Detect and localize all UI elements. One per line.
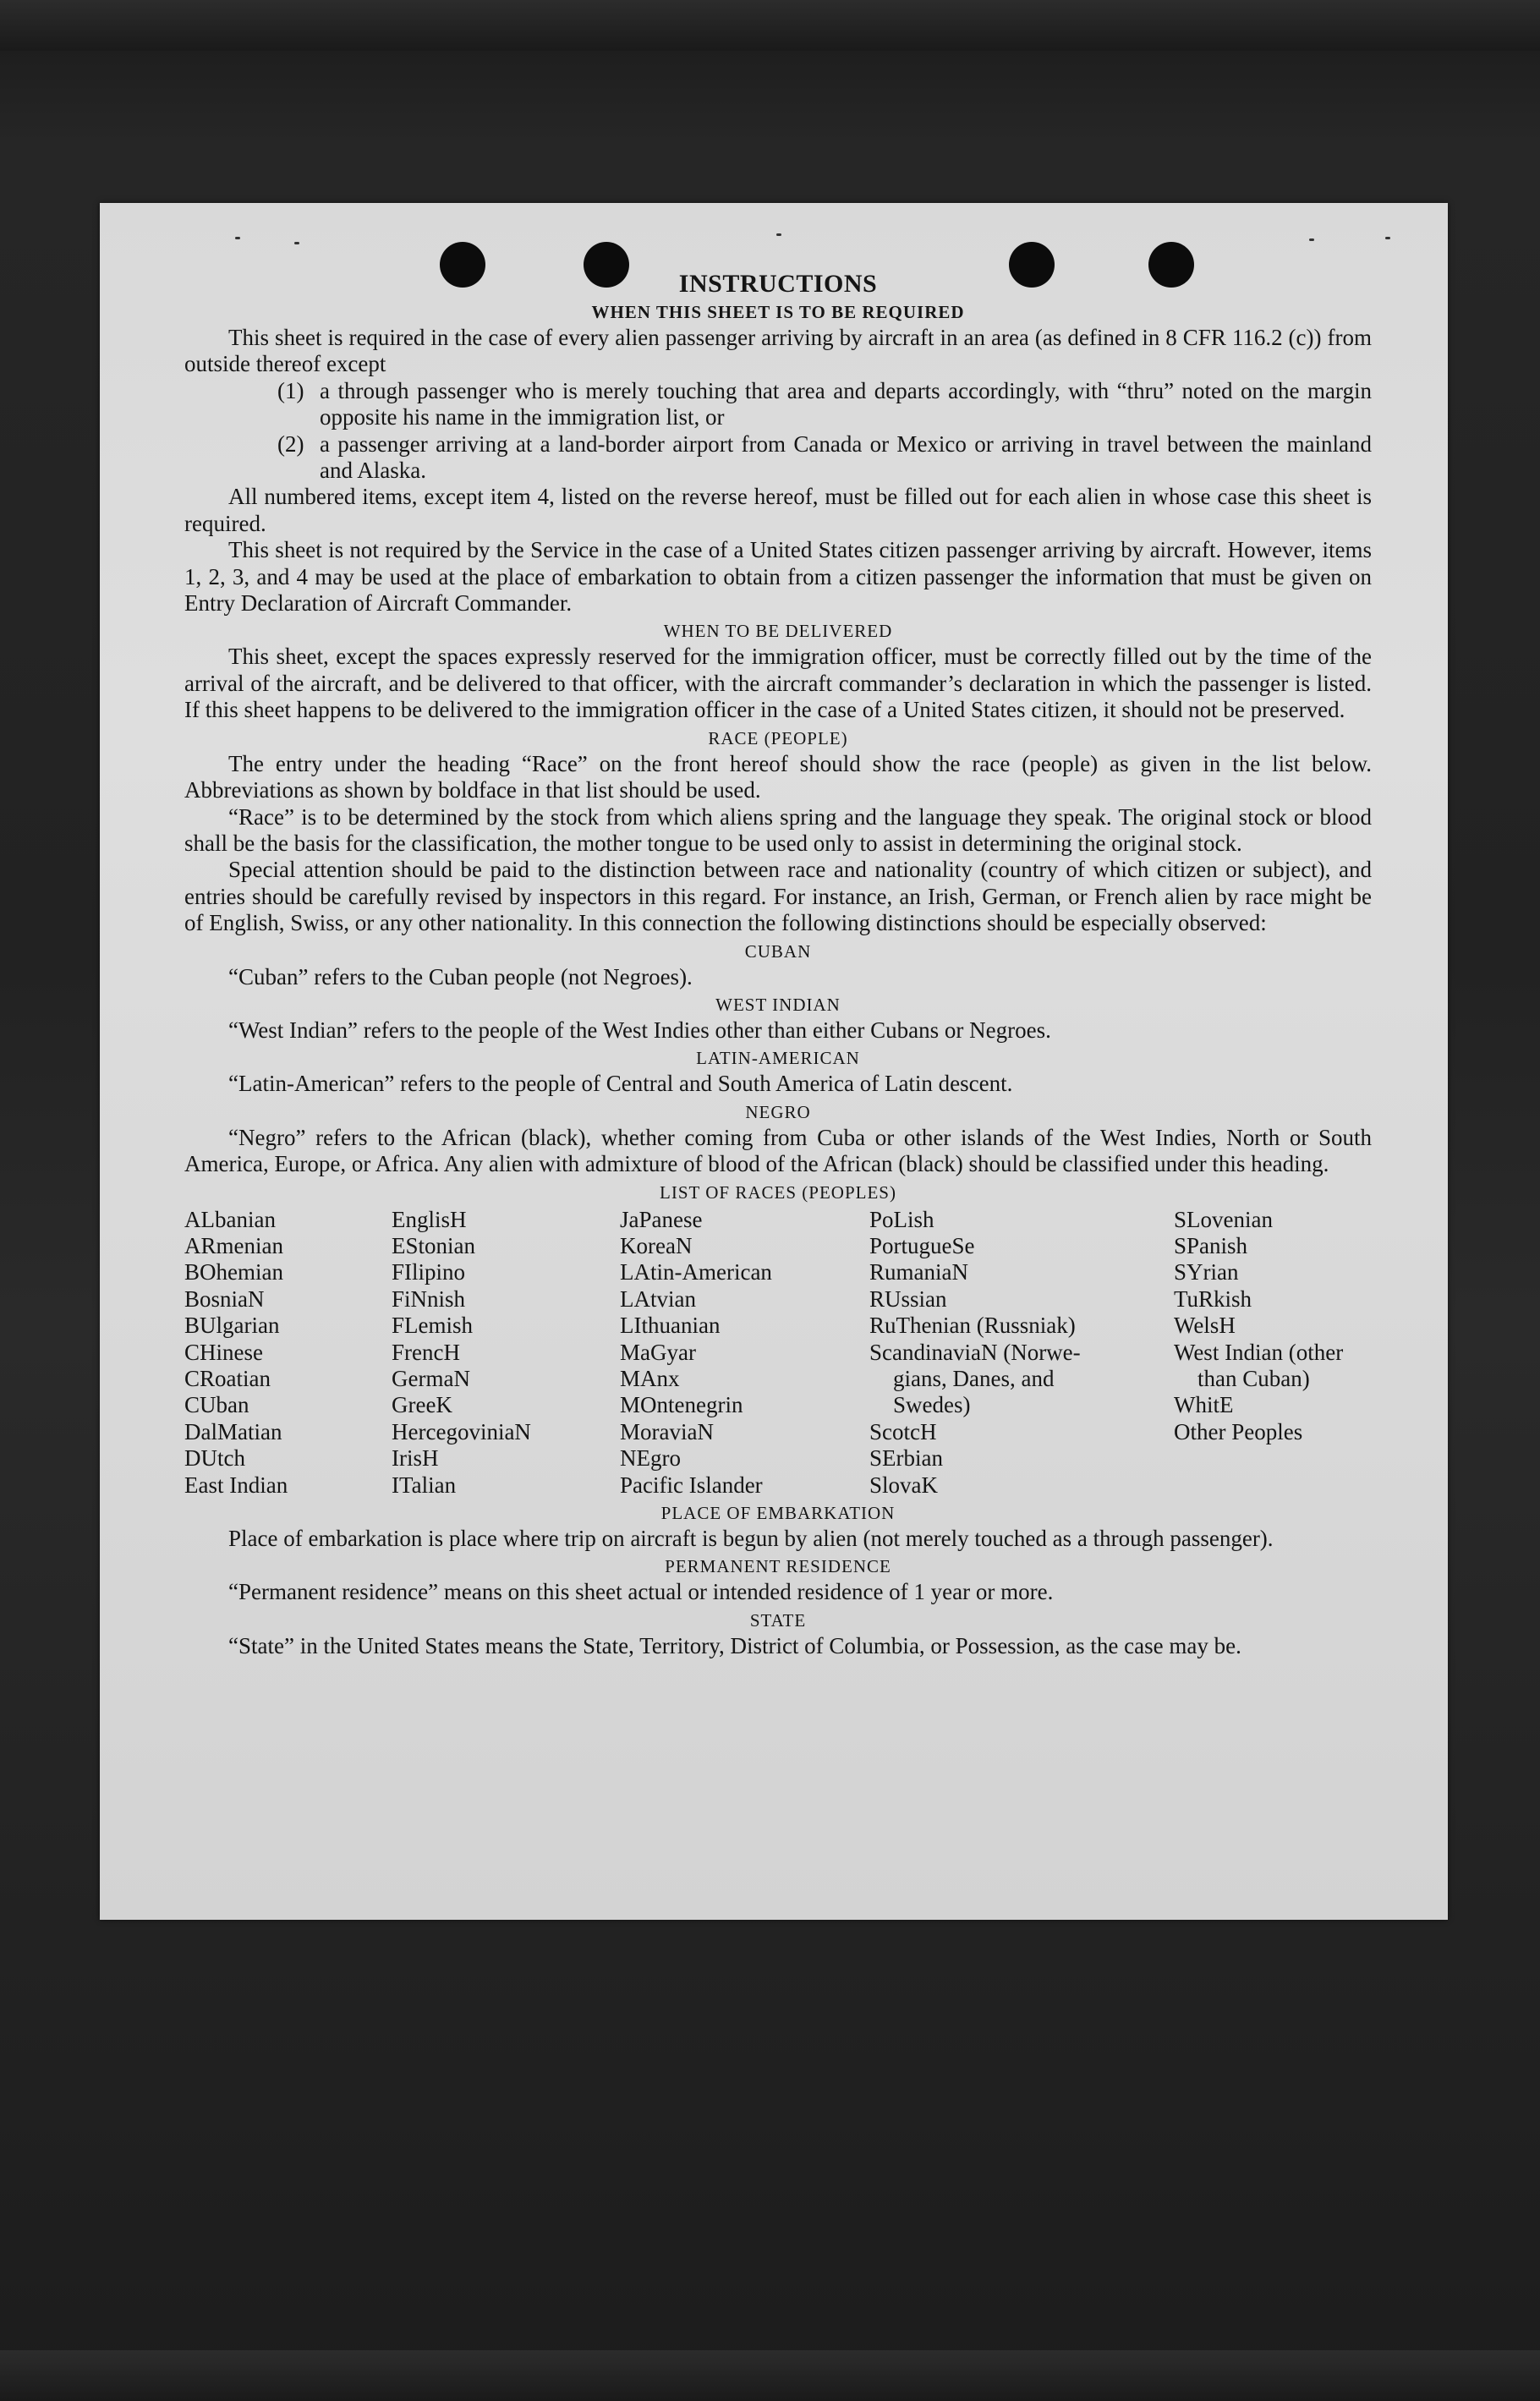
page-title: INSTRUCTIONS (678, 270, 878, 298)
race-entry: HercegoviniaN (392, 1418, 531, 1444)
races-column-4 (869, 1207, 1174, 1499)
race-entry: ITalian (392, 1472, 457, 1498)
document-sheet (100, 203, 1448, 1920)
exception-item-2 (184, 431, 1372, 485)
section-heading-delivered: WHEN TO BE DELIVERED (663, 621, 893, 642)
race-paragraph-1: The entry under the heading “Race” on the front hereof should show the race (people) as given in the list below. Abbreviations as shown by boldface in that list should be used. (184, 750, 1372, 803)
required-paragraph-1: This sheet is required in the case of every alien passenger arriving by aircraft in an area (as defined in 8 CFR 116.2 (c)) from outside thereof except (184, 325, 1372, 377)
race-entry: KoreaN (620, 1232, 693, 1258)
race-entry: GreeK (392, 1392, 452, 1418)
section-heading-required: WHEN THIS SHEET IS TO BE REQUIRED (591, 302, 965, 322)
race-entry: EStonian (392, 1232, 475, 1258)
dust-speck (294, 242, 299, 244)
race-entry: WhitE (1174, 1392, 1234, 1418)
exception-number: (1) (277, 377, 304, 403)
cuban-definition: “Cuban” refers to the Cuban people (not Negroes). (228, 963, 693, 989)
race-entry: FIlipino (392, 1259, 466, 1285)
race-entry: EnglisH (392, 1206, 467, 1232)
film-strip-top (0, 0, 1540, 51)
race-entry: WelsH (1174, 1313, 1236, 1339)
race-entry: ScotcH (869, 1418, 937, 1444)
embarkation-definition: Place of embarkation is place where trip on aircraft is begun by alien (not merely touched as a through passenger). (228, 1526, 1274, 1552)
dust-speck (1385, 237, 1390, 239)
race-entry: IrisH (392, 1445, 439, 1472)
race-entry: JaPanese (620, 1206, 703, 1232)
section-heading-west-indian: WEST INDIAN (715, 994, 841, 1015)
required-paragraph-2: All numbered items, except item 4, listed on the reverse hereof, must be filled out for each alien in whose case this sheet is required. (184, 484, 1372, 536)
section-heading-race: RACE (PEOPLE) (708, 727, 848, 748)
race-entry: DalMatian (184, 1418, 282, 1444)
race-entry: MAnx (620, 1366, 680, 1391)
dust-speck (776, 233, 781, 236)
delivered-paragraph: This sheet, except the spaces expressly reserved for the immigration officer, must be correctly filled out by the time of the arrival of the aircraft, and be delivered to that officer, with the aircraft commander’s declaration in which the passenger is listed. If this sheet happens to be delivered to the immigration officer in the case of a United States citizen, it should not be preserved. (184, 644, 1372, 723)
section-heading-latin-american: LATIN-AMERICAN (696, 1048, 860, 1069)
section-heading-embarkation: PLACE OF EMBARKATION (660, 1503, 896, 1524)
race-entry: RumaniaN (869, 1259, 968, 1285)
race-paragraph-2: “Race” is to be determined by the stock from which aliens spring and the language they speak. The original stock or blood shall be the basis for the classification, the mother tongue to be used only to assist in determining the original stock. (184, 803, 1372, 856)
race-entry: TuRkish (1174, 1285, 1252, 1312)
race-entry: PortugueSe (869, 1232, 975, 1258)
race-entry: RUssian (869, 1285, 947, 1312)
race-entry: West Indian (other (1174, 1339, 1344, 1365)
race-entry: CUban (184, 1392, 249, 1418)
race-entry: MoraviaN (620, 1418, 714, 1444)
race-entry: Other Peoples (1174, 1418, 1303, 1444)
race-entry: RuThenian (Russniak) (869, 1313, 1076, 1339)
exception-text: a passenger arriving at a land-border airport from Canada or Mexico or arriving in travel between the mainland and Alaska. (320, 430, 1372, 484)
section-heading-state: STATE (749, 1609, 807, 1631)
race-entry: ScandinaviaN (Norwe- (869, 1339, 1081, 1365)
race-entry: MOntenegrin (620, 1392, 743, 1418)
race-entry: CRoatian (184, 1366, 271, 1391)
residence-definition: “Permanent residence” means on this sheet actual or intended residence of 1 year or more. (228, 1579, 1054, 1605)
race-entry: PoLish (869, 1206, 934, 1232)
exception-text: a through passenger who is merely touching that area and departs accordingly, with “thru” noted on the margin opposite his name in the immigration list, or (320, 377, 1372, 430)
race-entry: SPanish (1174, 1232, 1248, 1258)
races-column-3 (620, 1207, 869, 1499)
latin-american-definition: “Latin-American” refers to the people of Central and South America of Latin descent. (228, 1071, 1013, 1097)
race-entry-continued: than Cuban) (1197, 1366, 1310, 1391)
races-column-5 (1174, 1207, 1372, 1499)
race-entry: FrencH (392, 1339, 460, 1365)
race-entry-continued: gians, Danes, and (893, 1366, 1055, 1391)
race-entry: BosniaN (184, 1285, 265, 1312)
race-entry: MaGyar (620, 1339, 696, 1365)
race-entry: ARmenian (184, 1232, 283, 1258)
race-entry: BOhemian (184, 1259, 283, 1285)
race-entry: LIthuanian (620, 1313, 721, 1339)
race-entry: GermaN (392, 1366, 470, 1391)
race-entry: DUtch (184, 1445, 245, 1472)
race-entry: East Indian (184, 1472, 288, 1498)
races-list (184, 1207, 1372, 1499)
race-paragraph-3: Special attention should be paid to the distinction between race and nationality (country of which citizen or subject), and entries should be carefully revised by inspectors in this regard. For instance, an Irish, German, or French alien by race might be of English, Swiss, or any other nationality. In this connection the following distinctions should be especially observed: (184, 857, 1372, 936)
section-heading-cuban: CUBAN (744, 940, 812, 962)
state-definition: “State” in the United States means the State, Territory, District of Columbia, or Possession, as the case may be. (228, 1632, 1241, 1658)
race-entry: FLemish (392, 1313, 474, 1339)
dust-speck (235, 237, 240, 239)
dust-speck (1309, 238, 1314, 241)
negro-definition: “Negro” refers to the African (black), whether coming from Cuba or other islands of the West Indies, North or South America, Europe, or Africa. Any alien with admixture of blood of the African (black) should be classified under this heading. (184, 1124, 1372, 1177)
section-heading-races-list: LIST OF RACES (PEOPLES) (660, 1181, 896, 1203)
exception-item-1 (184, 378, 1372, 431)
race-entry: SLovenian (1174, 1206, 1273, 1232)
exception-number: (2) (277, 430, 304, 457)
race-entry: LAtin-American (620, 1259, 772, 1285)
race-entry: FiNnish (392, 1285, 466, 1312)
section-heading-residence: PERMANENT RESIDENCE (665, 1556, 891, 1577)
race-entry: BUlgarian (184, 1313, 280, 1339)
film-strip-bottom (0, 2350, 1540, 2401)
race-entry: Pacific Islander (620, 1472, 763, 1498)
races-column-2 (392, 1207, 620, 1499)
race-entry: SErbian (869, 1445, 943, 1472)
race-entry: SYrian (1174, 1259, 1239, 1285)
west-indian-definition: “West Indian” refers to the people of the West Indies other than either Cubans or Negroes. (228, 1017, 1051, 1043)
race-entry: NEgro (620, 1445, 681, 1472)
race-entry: ALbanian (184, 1206, 276, 1232)
race-entry-continued: Swedes) (893, 1392, 971, 1418)
section-heading-negro: NEGRO (745, 1101, 811, 1122)
race-entry: CHinese (184, 1339, 263, 1365)
instructions-content (184, 269, 1372, 1659)
required-paragraph-3: This sheet is not required by the Service in the case of a United States citizen passenger arriving by aircraft. However, items 1, 2, 3, and 4 may be used at the place of embarkation to obtain from a citizen passenger the information that must be given on Entry Declaration of Aircraft Commander. (184, 537, 1372, 617)
race-entry: LAtvian (620, 1285, 696, 1312)
races-column-1 (184, 1207, 392, 1499)
race-entry: SlovaK (869, 1472, 938, 1498)
